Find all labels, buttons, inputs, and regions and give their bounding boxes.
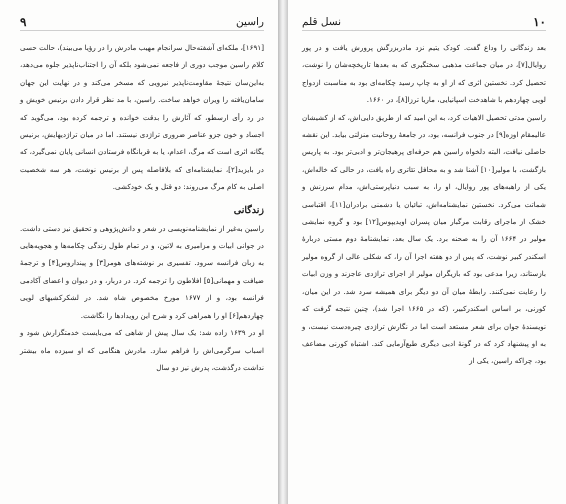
running-head-left xyxy=(20,14,264,31)
left-body-text xyxy=(20,39,264,376)
right-body-text xyxy=(302,39,546,370)
running-title: نسل قلم xyxy=(302,16,342,28)
running-head-right xyxy=(302,14,546,31)
paragraph: [۱۶۹۱]، ملکه‌ای آشفته‌حال سرانجام مهیب مادرش را در رؤیا می‌بیند)، حالت حسی کلام راسین موجب دوری از فاجعه نمی‌شود بلکه آن را اجتناب‌ناپذیر جلوه می‌دهد، به‌این‌سان نتیجهٔ مقاومت‌ناپذیر نیرویی که مسخر می‌کند و در نهایت این جهان سامان‌یافته را ویران خواهد ساخت. راسین، با مد نظر قرار دادن برنیس خویش و در رد رأی ارسطو، که آثارش را بدقت خوانده و ترجمه کرده بود، می‌گوید که اجساد و خون جزو عناصر ضروری تراژدی نیستند. اما در میان تراژدیهایش، برنیس یگانه اثری است که مرگ، اعدام، یا به قربانگاه فرستادن انسانی پایان نمی‌گیرد، که در بایزید‌[۲]، نمایشنامه‌ای که بلافاصله پس از برنیس نوشت، هر سه شخصیت اصلی به کام مرگ می‌روند: دو قتل و یک خودکشی. xyxy=(20,43,264,192)
page-number: ۱۰ xyxy=(533,15,546,29)
paragraph: بعد زندگانی را وداع گفت. کودک یتیم نزد مادربزرگش پرورش یافت و در پور روایال[۷]، در میان جماعت مذهبی سختگیری که به بعدها تاریخچه‌شان را نوشت، تحصیل کرد. نخستین اثری که از او به چاپ رسید چکامه‌ای بود به مناسبت ازدواج لویی چهاردهم با شاهدخت اسپانیایی، ماریا ترزا[۸]، در ۱۶۶۰. xyxy=(302,43,546,105)
section-heading: زندگانی xyxy=(233,204,264,216)
book-gutter xyxy=(278,0,288,504)
right-page xyxy=(288,0,566,504)
paragraph: راسین مدتی تحصیل الاهیات کرد، به این امید که از طریق دایی‌اش، که از کشیشان عالیمقام اوزه[۹] در جنوب فرانسه، بود، در جامعهٔ روحانیت منزلتی بیابد. این نقشه حاصلی نیافت، البته دلخواه راسین هم حرفه‌ای پرهیجان‌تر و ادبی‌تر بود. به پاریس بازگشت، با مولیر[۱۰] آشنا شد و به محافل تئاتری راه یافت، در حالی که خاله‌اش، یکی از راهبه‌های پور روایال، او را، به سبب دنیاپرستی‌اش، مدام سرزنش و شماتت می‌کرد. نخستین نمایشنامه‌اش، تبائیان یا دشمنی برادران[۱۱]، اقتباسی خشک از ماجرای رقابت مرگبار میان پسران اویدیپوس[۱۲] بود و گروه نمایشی مولیر در ۱۶۶۴ آن را به صحنه برد. یک سال بعد، نمایشنامهٔ دوم مستی دربارهٔ اسکندر کبیر نوشت، که پس از دو هفته اجرا آن را، که شکلی عالی از گروه مولیر بازستاند، زیرا مدعی بود که بازیگران مولیر از اجرای تراژدی عاجزند و وزن ابیات را رعایت نمی‌کنند. رابطهٔ میان آن دو دیگر برای همیشه سرد شد. در این میان، کورنی، بر اساس اسکندرکبیر، (که در ۱۶۶۵ اجرا شد)، چنین نتیجه گرفت که نویسندهٔ جوان برای شعر مستعد است اما در نگارش تراژدی چیره‌دست نیست، و به او پیشنهاد کرد که در گونهٔ ادبی دیگری طبع‌آزمایی کند. اشتباه کورنی مضاعف بود، چراکه راسین، یکی از xyxy=(302,112,546,366)
paragraph: او در ۱۶۳۹ زاده شد: یک سال پیش از شاهی که می‌بایست خدمتگزارش شود و اسباب سرگرمی‌اش را فراهم سازد. مادرش هنگامی که او سیزده ماه بیشتر نداشت درگذشت، پدرش نیز دو سال xyxy=(20,328,264,372)
paragraph: راسین به‌غیر از نمایشنامه‌نویسی در شعر و دانش‌پژوهی و تحقیق نیز دستی داشت. در جوانی ابیات و مزامیری به لاتین، و در تمام طول زندگی چکامه‌ها و هجویه‌هایی به زبان فرانسه سرود. تفسیری بر نوشته‌های هومر[۳] و پینداروس[۴] و ترجمهٔ ضیافت و مهمانی[۵] افلاطون را ترجمه کرد. در دربار، و در دیوان و اعضای آکادمی فرانسه بود، و از ۱۶۷۷ مورخ مخصوص شاه شد. در لشکرکشیهای لویی چهاردهم[۶] او را همراهی کرد و شرح این رویدادها را نگاشت. xyxy=(20,223,264,320)
page-number: ۹ xyxy=(20,15,27,29)
running-title: راسین xyxy=(236,16,264,28)
left-page xyxy=(0,0,278,504)
